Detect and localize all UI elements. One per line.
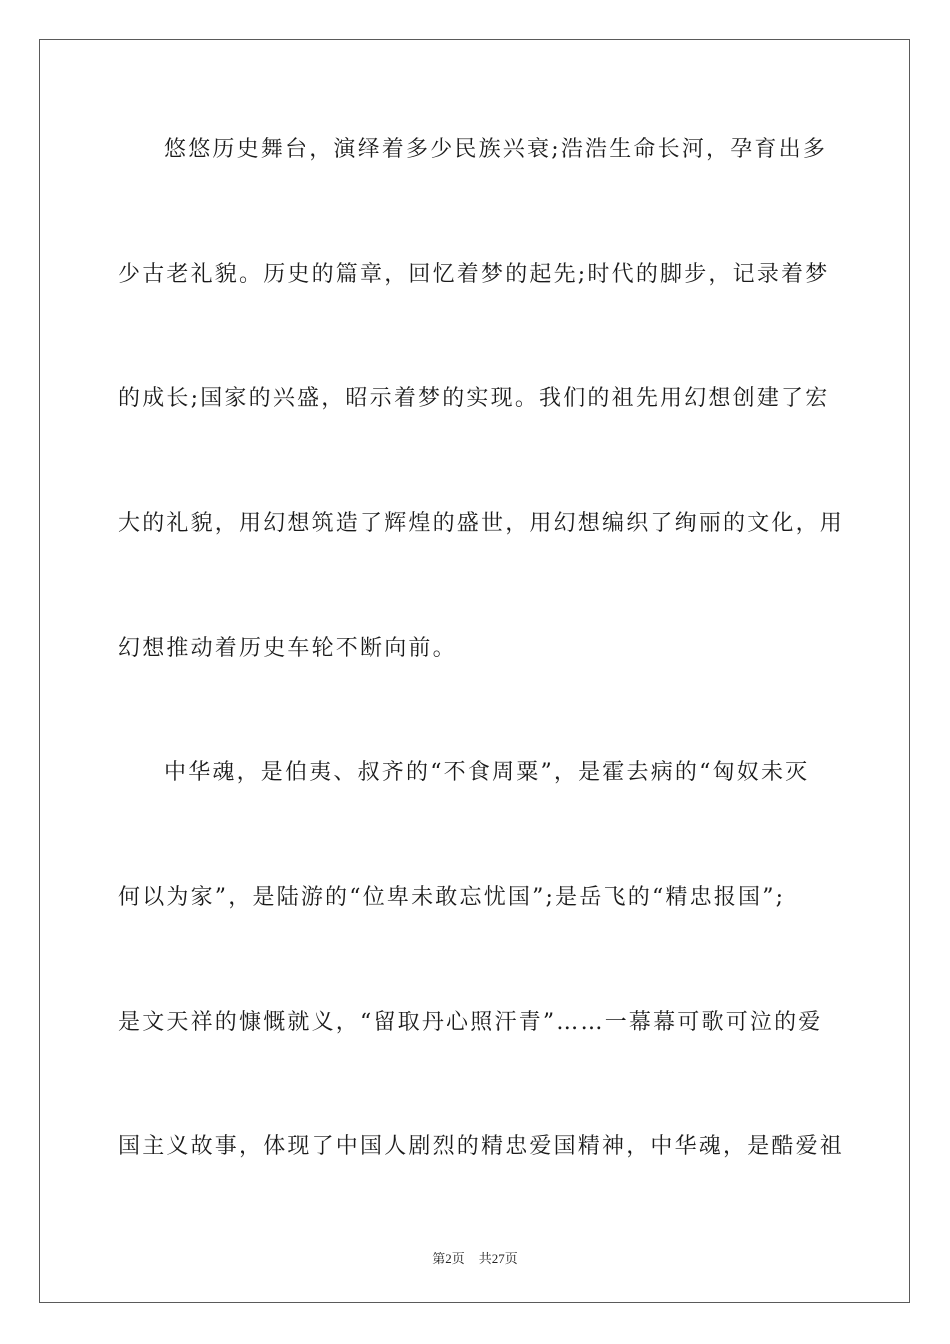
page-border <box>39 39 910 1303</box>
page-footer <box>0 1248 950 1267</box>
paragraph-2-line-1: 中华魂，是伯夷、叔齐的“不食周粟”，是霍去病的“匈奴未灭 <box>164 760 810 785</box>
paragraph-2-line-4: 国主义故事，体现了中国人剧烈的精忠爱国精神，中华魂，是酷爱祖 <box>118 1134 845 1159</box>
paragraph-1-line-5: 幻想推动着历史车轮不断向前。 <box>118 636 457 661</box>
page-number: 第2页 <box>432 1251 465 1266</box>
paragraph-1-line-2: 少古老礼貌。历史的篇章，回忆着梦的起先;时代的脚步，记录着梦 <box>118 262 830 287</box>
paragraph-2-line-2: 何以为家”，是陆游的“位卑未敢忘忧国”;是岳飞的“精忠报国”; <box>118 885 786 910</box>
paragraph-1-line-3: 的成长;国家的兴盛，昭示着梦的实现。我们的祖先用幻想创建了宏 <box>118 386 830 411</box>
paragraph-1-line-4: 大的礼貌，用幻想筑造了辉煌的盛世，用幻想编织了绚丽的文化，用 <box>118 511 845 536</box>
total-pages: 共27页 <box>478 1251 518 1266</box>
paragraph-1-line-1: 悠悠历史舞台，演绎着多少民族兴衰;浩浩生命长河，孕育出多 <box>164 137 828 162</box>
paragraph-2-line-3: 是文天祥的慷慨就义，“留取丹心照汗青”……一幕幕可歌可泣的爱 <box>118 1010 823 1035</box>
